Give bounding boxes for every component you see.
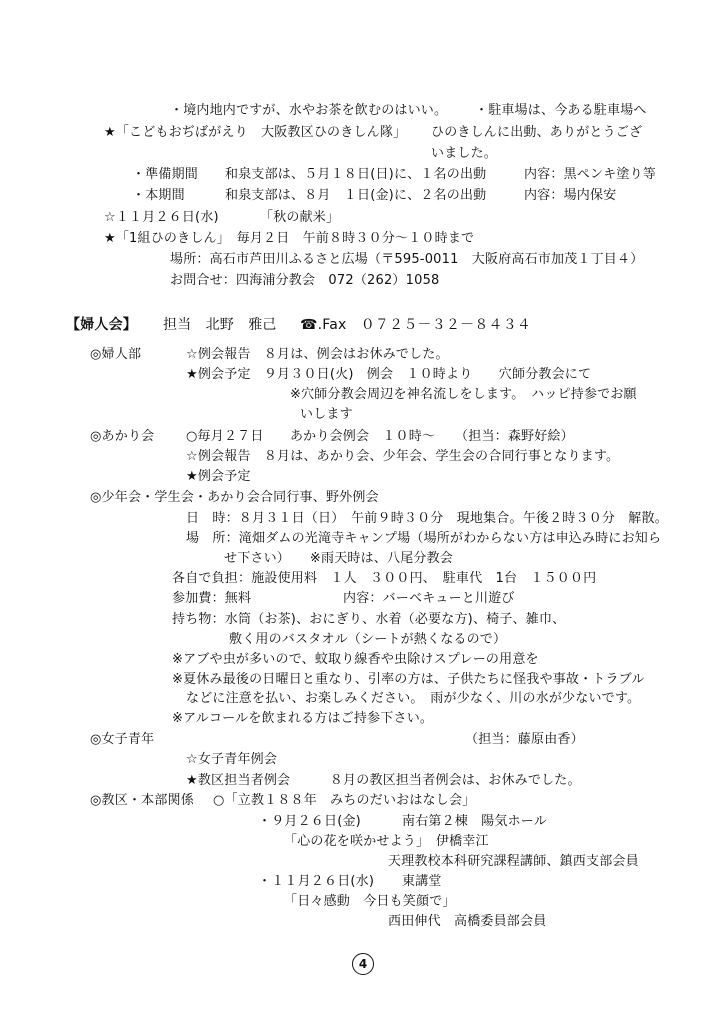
kodomo-thanks: ひのきしんに出動、ありがとうござ [431,125,643,140]
kyoku-tanto-meeting: ★教区担当者例会 ８月の教区担当者例会は、お休みでした。 [186,773,581,788]
joint-heading: ◎少年会・学生会・あかり会合同行事、野外例会 [90,490,379,505]
main-period-text: 和泉支部は、８月 １日(金)に、２名の出動 [225,188,487,203]
kodomo-thanks-cont: いました。 [431,146,498,161]
kumi-contact: お問合せ：四海浦分教会 072（262）1058 [170,273,440,288]
parking-note-2: ・駐車場は、今ある駐車場へ [475,103,647,118]
joshi-label: ◎女子青年 [90,732,155,747]
session1-date: ・９月２６日(金) [258,814,361,829]
joint-content: 内容：バーベキューと川遊び [343,591,515,606]
main-period-content: 内容：場内保安 [524,188,617,203]
prep-text: 和泉支部は、５月１８日(日)に、１名の出動 [225,167,487,182]
prep-content: 内容：黒ペンキ塗り等 [524,167,657,182]
joint-note-bugs: ※アブや虫が多いので、蚊取り線香や虫除けスプレーの用意を [172,652,539,667]
fujinbu-label: ◎婦人部 [90,347,142,362]
session1-role: 天理教校本科研究課程講師、鎮西支部会員 [388,854,639,869]
joint-note-safety-cont: などに注意を払い、お楽しみください。 雨が少なく、川の水が少ないです。 [186,691,641,706]
parking-note-1: ・境内地内ですが、水やお茶を飲むのはいい。 [170,103,448,118]
akari-monthly: ○毎月２７日 あかり会例会 １０時～ （担当：森野好絵） [186,429,574,444]
akari-plan: ★例会予定 [186,469,251,484]
joint-datetime: 日 時：８月３１日（日） 午前９時３０分 現地集合。午後２時３０分 解散。 [186,511,668,526]
fujinbu-note-cont: いします [300,407,353,422]
joint-items-cont: 敷く用のバスタオル（シートが熱くなるので） [229,632,507,647]
session1-title: 「心の花を咲かせよう」 伊橋幸江 [284,834,489,849]
fujinbu-note: ※穴師分教会周辺を神名流しをします。 ハッピ持参でお願 [290,387,637,402]
joint-place: 場 所：滝畑ダムの光滝寺キャンプ場（場所がわからない方は申込み時にお知ら [186,531,662,546]
session1-place: 南右第２棟 陽気ホール [402,814,547,829]
akari-report: ☆例会報告 ８月は、あかり会、少年会、学生会の合同行事となります。 [186,449,620,464]
joint-note-safety: ※夏休み最後の日曜日と重なり、引率の方は、子供たちに怪我や事故・トラブル [172,672,645,687]
kyoku-label: ◎教区・本部関係 [90,793,194,808]
main-period-label: ・本期間 [132,188,185,203]
fujinkai-tanto: 担当 北野 雅己 [163,317,277,333]
joint-note-alcohol: ※アルコールを飲まれる方はご持参下さい。 [172,711,434,726]
kyoku-event: ○「立教１８８年 みちのだいおはなし会」 [213,793,476,808]
page-number: 4 [352,953,374,975]
nov-date: ☆１１月２６日(水) [104,210,219,225]
joint-fee: 参加費：無料 [172,591,252,606]
nov-title: 「秋の献米」 [260,210,340,225]
joint-items: 持ち物：水筒（お茶)、おにぎり、水着（必要な方)、椅子、雑巾、 [172,612,566,627]
kodomo-hinokishin-title: ★「こどもおぢばがえり 大阪教区ひのきしん隊」 [104,125,407,140]
kumi-place: 場所：高石市芦田川ふるさと広場（〒595-0011 大阪府高石市加茂１丁目４） [170,252,644,267]
session2-date: ・１１月２６日(水) [258,874,375,889]
prep-label: ・準備期間 [132,167,199,182]
session2-place: 東講堂 [402,874,442,889]
joint-place-cont: せ下さい） ※雨天時は、八尾分教会 [224,551,453,566]
fujinkai-heading: 【婦人会】 [66,317,137,333]
joint-cost: 各自で負担：施設使用料 １人 ３００円、 駐車代 1台 １５００円 [172,571,597,586]
fujinbu-report: ☆例会報告 ８月は、例会はお休みでした。 [186,347,449,362]
session2-speaker: 西田伸代 高橋委員部会員 [388,914,547,929]
akari-label: ◎あかり会 [90,429,155,444]
session2-title: 「日々感動 今日も笑顔で」 [284,894,456,909]
joshi-tanto: （担当：藤原由香） [465,732,584,747]
fujinbu-plan: ★例会予定 ９月３０日(火) 例会 １０時より 穴師分教会にて [186,367,592,382]
fujinkai-fax: ☎.Fax ０７２５－３２－８４３４ [300,317,532,333]
kumi-hinokishin: ★「1組ひのきしん」 毎月２日 午前８時３０分～１０時まで [104,231,475,246]
joshi-meeting: ☆女子青年例会 [186,752,278,767]
